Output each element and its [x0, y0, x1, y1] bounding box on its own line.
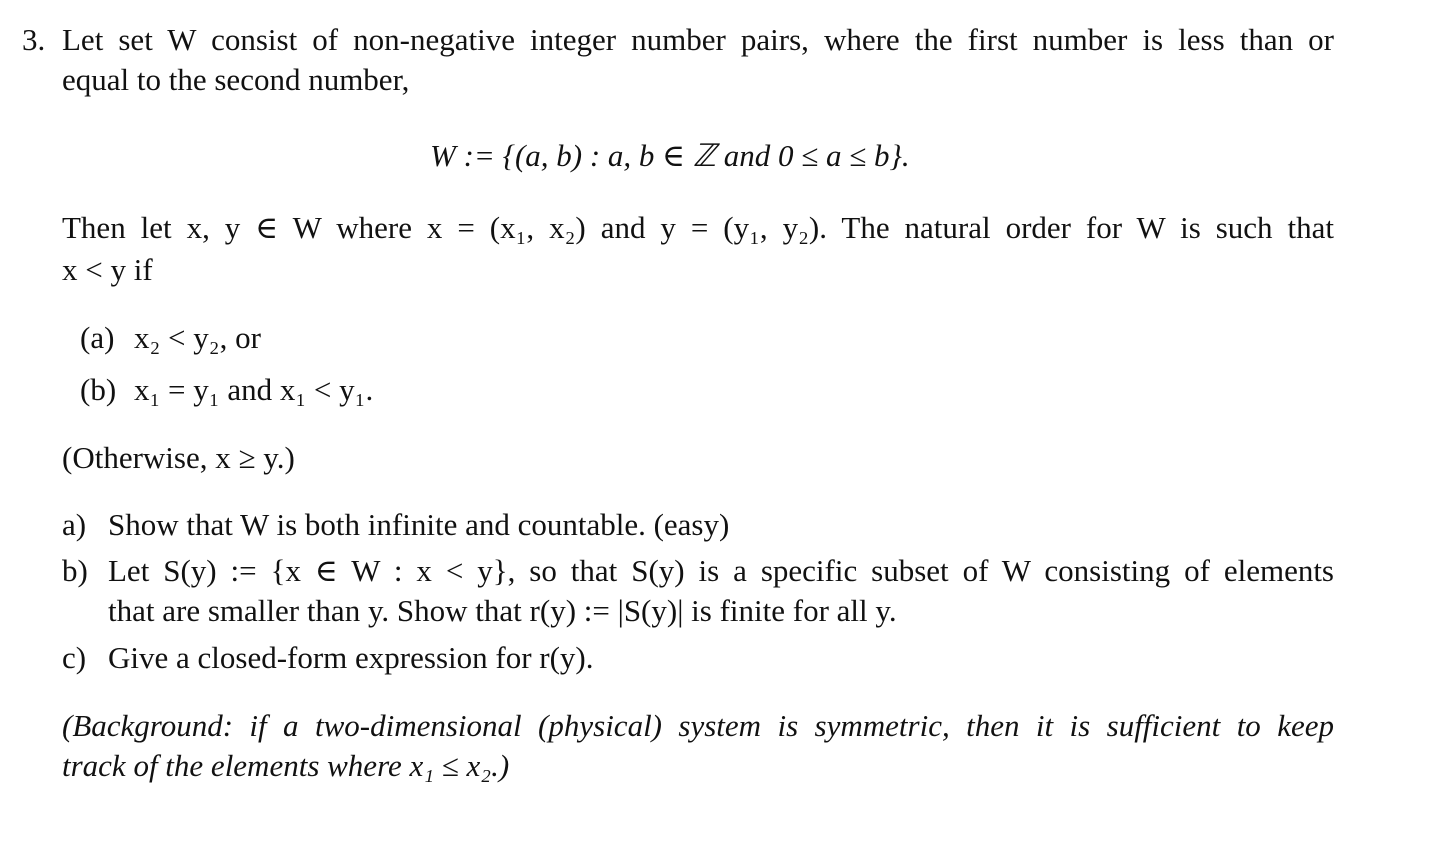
display-formula: W := {(a, b) : a, b ∈ ℤ and 0 ≤ a ≤ b}.	[430, 138, 910, 173]
task-b-text-2: that are smaller than y. Show that r(y) := |S(y)| is finite for all y.	[108, 593, 897, 628]
intro-line-2: equal to the second number,	[62, 62, 410, 97]
then-line-2: x < y if	[62, 252, 153, 287]
task-c-text: Give a closed-form expression for r(y).	[108, 640, 594, 675]
task-a-label: a)	[62, 507, 87, 542]
otherwise-note: (Otherwise, x ≥ y.)	[62, 440, 295, 475]
task-c-label: c)	[62, 640, 87, 675]
task-b-text-1: Let S(y) := {x ∈ W : x < y}, so that S(y) is a specific subset of W consisting of elements	[108, 553, 1334, 588]
task-a-text: Show that W is both infinite and countable. (easy)	[108, 507, 730, 542]
intro-line-1: Let set W consist of non-negative integer number pairs, where the first number is less than or	[62, 22, 1334, 57]
task-b-label: b)	[62, 553, 88, 588]
condition-a-label: (a)	[80, 320, 115, 355]
problem-number: 3.	[22, 22, 46, 57]
condition-b-label: (b)	[80, 372, 117, 407]
background-line-2: track of the elements where x₁ ≤ x₂.)	[62, 748, 510, 783]
then-line-1: Then let x, y ∈ W where x = (x₁, x₂) and y = (y₁, y₂). The natural order for W is such that	[62, 210, 1334, 245]
condition-a-text: x₂ < y₂, or	[134, 320, 261, 355]
condition-b-text: x₁ = y₁ and x₁ < y₁.	[134, 372, 374, 407]
background-line-1: (Background: if a two-dimensional (physical) system is symmetric, then it is sufficient to keep	[62, 708, 1334, 743]
